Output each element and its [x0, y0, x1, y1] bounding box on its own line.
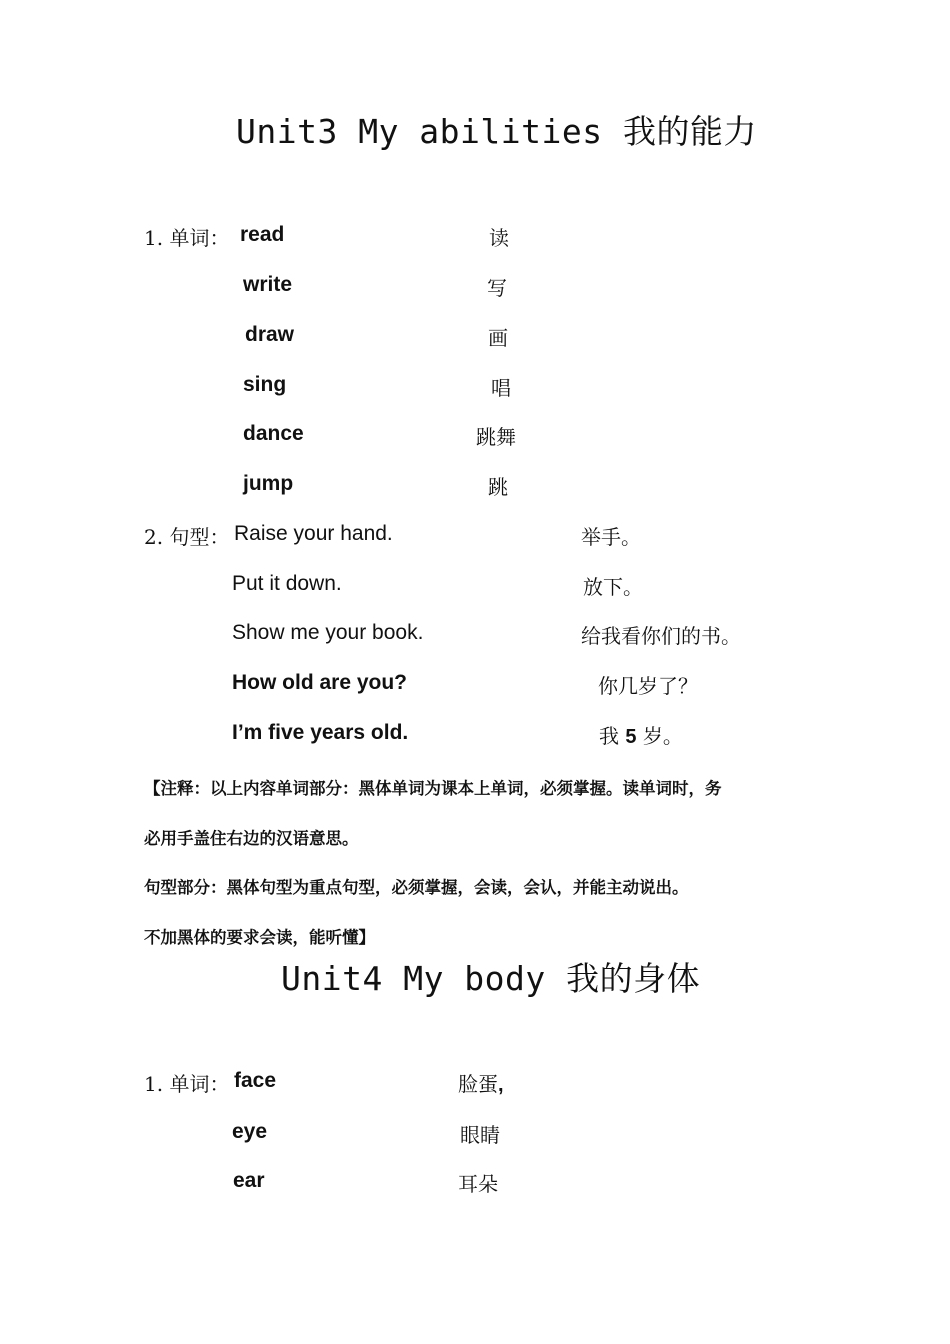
sentence-zh-how-old: 你几岁了？	[598, 674, 698, 698]
unit3-words-label: 1. 单词：	[144, 226, 230, 250]
unit4-words-label: 1. 单词：	[144, 1072, 230, 1096]
unit4-title-zh: 我的身体	[566, 959, 701, 998]
word-en-dance: dance	[243, 422, 304, 445]
sentence-zh-put-down: 放下。	[583, 575, 643, 599]
sentence-en-put-down: Put it down.	[232, 572, 342, 595]
word-zh-face	[458, 1068, 504, 1097]
note-line-3: 句型部分：黑体句型为重点句型，必须掌握，会读，会认，并能主动说出。	[144, 878, 689, 897]
sentence-zh-five-before: 我	[599, 724, 619, 748]
word-zh-ear: 耳朵	[458, 1172, 498, 1196]
word-en-draw: draw	[245, 323, 295, 346]
note-line-1: 【注释：以上内容单词部分：黑体单词为课本上单词，必须掌握。读单词时，务	[144, 779, 722, 798]
word-en-jump: jump	[243, 472, 294, 495]
sentence-en-show-book: Show me your book.	[232, 621, 424, 644]
word-zh-jump: 跳	[488, 475, 508, 499]
word-zh-dance: 跳舞	[476, 425, 516, 449]
sentence-zh-five-after: 岁。	[642, 724, 683, 748]
word-en-eye: eye	[232, 1120, 268, 1143]
sentence-zh-raise-hand: 举手。	[581, 525, 641, 549]
sentence-zh-five-number: 5	[625, 726, 637, 748]
word-zh-sing: 唱	[491, 376, 511, 400]
sentence-en-how-old: How old are you?	[232, 671, 408, 694]
sentence-zh-five-years	[599, 720, 683, 749]
unit4-title-en: Unit4 My body	[281, 959, 546, 998]
sentence-en-five-years: I’m five years old.	[232, 721, 409, 744]
unit3-title-zh: 我的能力	[623, 112, 757, 151]
word-zh-draw: 画	[488, 326, 508, 350]
word-en-read: read	[240, 223, 285, 246]
word-zh-face-comma: ,	[498, 1074, 504, 1096]
unit4-title	[281, 953, 700, 1000]
word-zh-read: 读	[489, 226, 509, 250]
sentence-zh-show-book: 给我看你们的书。	[581, 624, 741, 648]
unit3-sentences-label: 2. 句型：	[144, 525, 230, 549]
note-line-4: 不加黑体的要求会读，能听懂】	[144, 928, 375, 947]
sentence-en-raise-hand: Raise your hand.	[234, 522, 393, 545]
unit3-title	[236, 106, 757, 153]
word-zh-face-text: 脸蛋	[458, 1072, 498, 1096]
word-zh-eye: 眼睛	[460, 1123, 500, 1147]
unit3-title-en: Unit3 My abilities	[236, 112, 603, 151]
word-en-ear: ear	[233, 1169, 265, 1192]
word-en-write: write	[243, 273, 293, 296]
word-en-face: face	[234, 1069, 277, 1092]
word-en-sing: sing	[243, 373, 287, 396]
note-line-2: 必用手盖住右边的汉语意思。	[144, 829, 359, 848]
word-zh-write: 写	[487, 276, 507, 300]
